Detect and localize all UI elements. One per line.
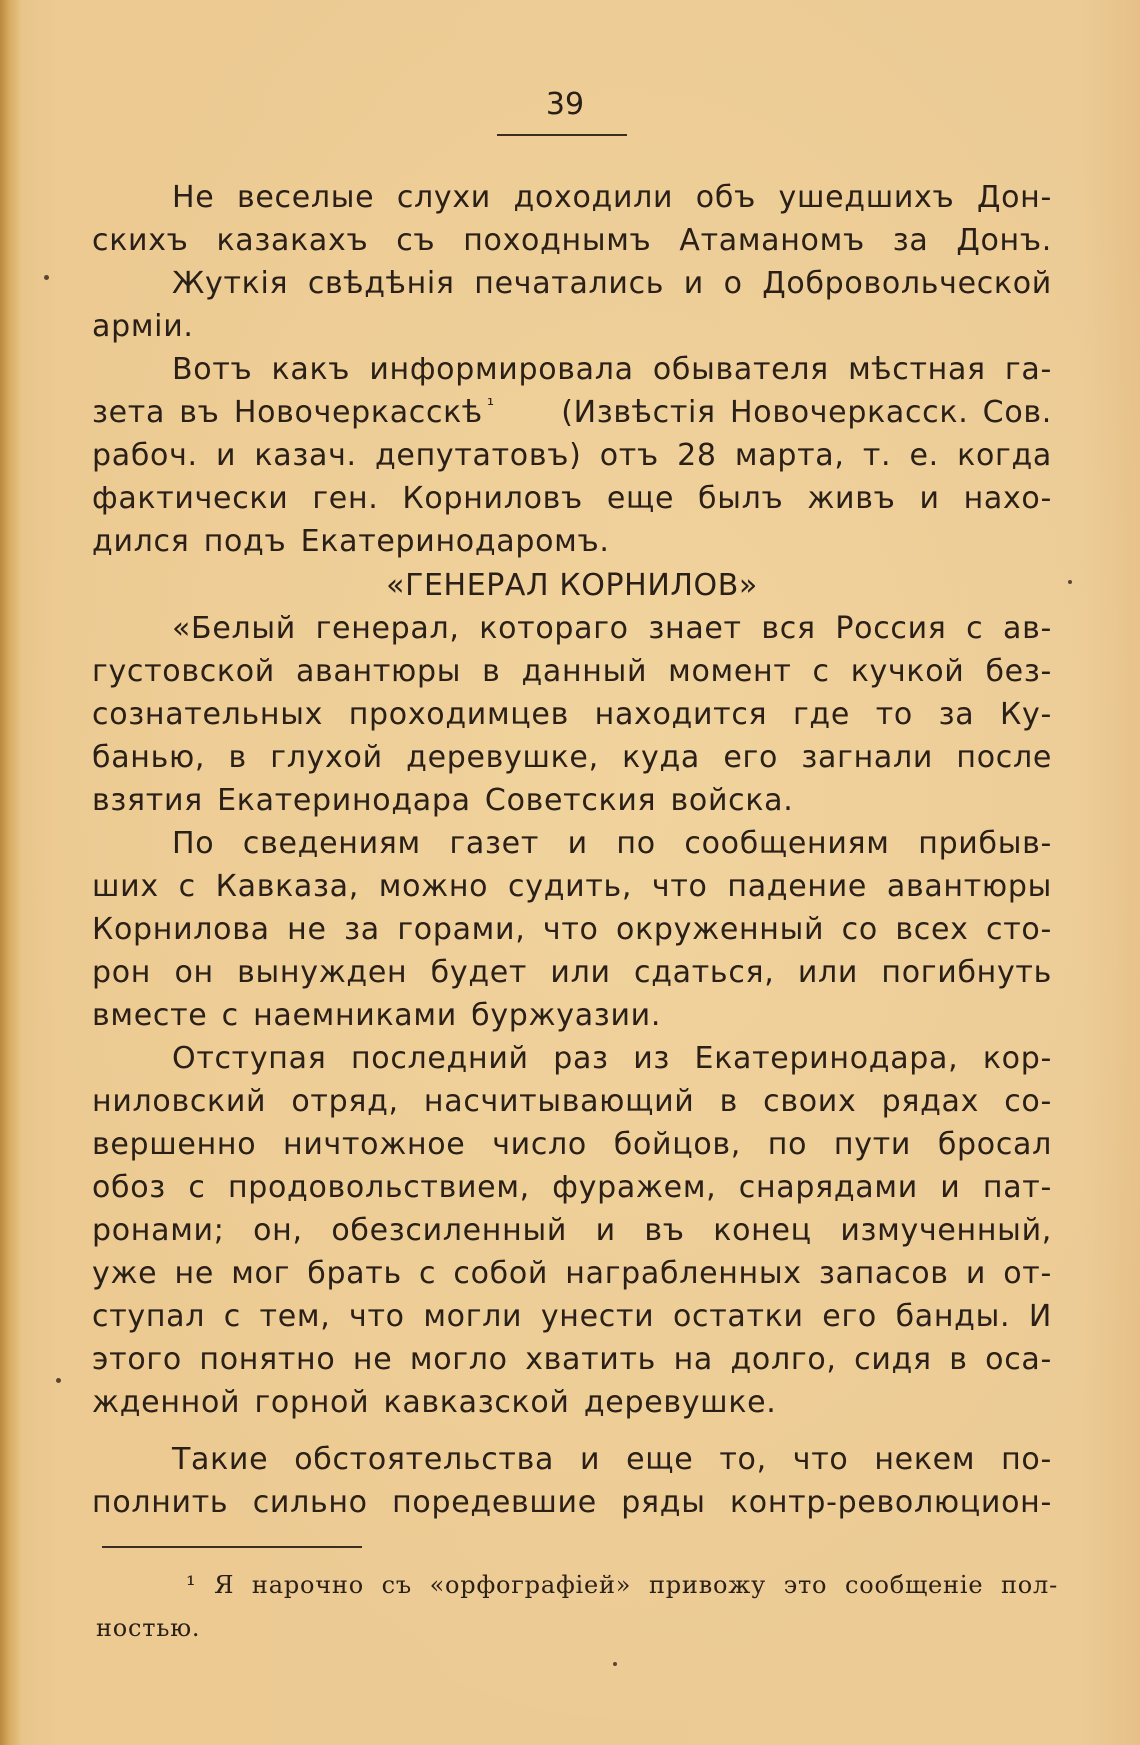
- quoted-heading: «ГЕНЕРАЛ КОРНИЛОВ»: [386, 568, 758, 603]
- text-line: взятия Екатеринодара Советския войска.: [92, 783, 794, 818]
- footnote-rule: [102, 1546, 362, 1548]
- text-line: полнить сильно поредевшие ряды контр-революцион-: [92, 1485, 1052, 1520]
- text-line: фактически ген. Корниловъ еще былъ живъ и нахо-: [92, 481, 1052, 516]
- text-segment: (Извѣстія Новочеркасск. Сов.: [561, 395, 1052, 430]
- text-line: ниловский отряд, насчитывающий в своих рядах со-: [92, 1084, 1052, 1119]
- text-line: ших с Кавказа, можно судить, что падение авантюры: [92, 869, 1052, 904]
- text-line: Жуткія свѣдѣнія печатались и о Добровольческой: [172, 266, 1052, 301]
- text-line: рабоч. и казач. депутатовъ) отъ 28 марта, т. е. когда: [92, 438, 1052, 473]
- text-line: По сведениям газет и по сообщениям прибыв-: [172, 826, 1052, 861]
- text-line: ронами; он, обезсиленный и въ конец измученный,: [92, 1213, 1052, 1248]
- text-line: вместе с наемниками буржуазии.: [92, 998, 662, 1033]
- text-segment: [92, 395, 495, 431]
- text-line: «Белый генерал, котораго знает вся Россия с ав-: [172, 611, 1052, 646]
- text-line: дился подъ Екатеринодаромъ.: [92, 524, 610, 559]
- text-line: Не веселые слухи доходили объ ушедшихъ Дон-: [172, 180, 1052, 215]
- print-speck: [56, 1378, 61, 1383]
- text-line: рон он вынужден будет или сдаться, или погибнуть: [92, 955, 1052, 990]
- footnote-line: ностью.: [96, 1614, 201, 1642]
- text-line: сознательных проходимцев находится где то за Ку-: [92, 697, 1052, 732]
- print-speck: [44, 275, 49, 280]
- print-speck: [1068, 580, 1072, 584]
- text-segment-main: зета въ Новочеркасскѣ: [92, 395, 483, 430]
- text-line: Отступая последний раз из Екатеринодара, кор-: [172, 1041, 1052, 1076]
- page-number: 39: [545, 87, 585, 122]
- text-line: банью, в глухой деревушке, куда его загнали после: [92, 740, 1052, 775]
- text-line: уже не мог брать с собой награбленных запасов и от-: [92, 1256, 1052, 1291]
- footnote-line: ¹ Я нарочно съ «орфографіей» привожу это сообщеніе пол-: [186, 1571, 1058, 1599]
- text-line: арміи.: [92, 309, 194, 344]
- text-line: обоз с продовольствием, фуражем, снарядами и пат-: [92, 1170, 1052, 1205]
- text-line: Корнилова не за горами, что окруженный со всех сто-: [92, 912, 1052, 947]
- text-line: густовской авантюры в данный момент с кучкой без-: [92, 654, 1052, 689]
- print-speck: [613, 1662, 617, 1666]
- page-number-rule: [497, 134, 627, 136]
- text-line: ступал с тем, что могли унести остатки его банды. И: [92, 1299, 1052, 1334]
- footnote-reference: ¹: [486, 395, 495, 416]
- text-line: Вотъ какъ информировала обывателя мѣстная га-: [172, 352, 1052, 387]
- text-line: скихъ казакахъ съ походнымъ Атаманомъ за Донъ.: [92, 223, 1052, 258]
- text-line-with-footnote: [92, 395, 1052, 431]
- text-line: вершенно ничтожное число бойцов, по пути бросал: [92, 1127, 1052, 1162]
- text-line: этого понятно не могло хватить на долго, сидя в оса-: [92, 1342, 1052, 1377]
- text-line: Такие обстоятельства и еще то, что некем по-: [172, 1442, 1052, 1477]
- text-line: жденной горной кавказской деревушке.: [92, 1385, 777, 1420]
